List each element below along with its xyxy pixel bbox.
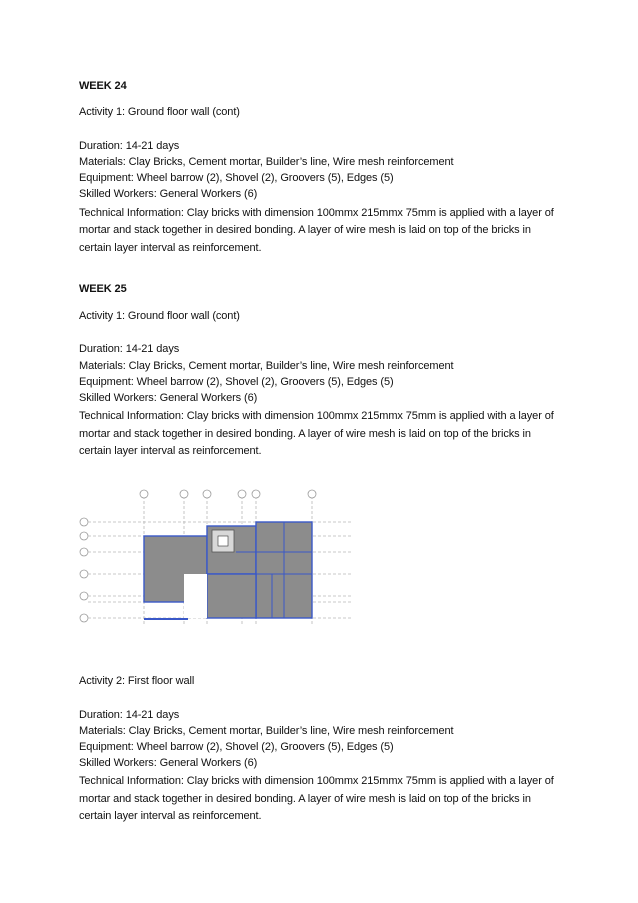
week-24-activity: Activity 1: Ground floor wall (cont) — [79, 106, 240, 118]
week-25-activity: Activity 1: Ground floor wall (cont) — [79, 310, 240, 322]
activity-2-technical-line-2: mortar and stack together in desired bonding. A layer of wire mesh is laid on top of the bricks in — [79, 793, 531, 805]
week-24-duration: Duration: 14-21 days — [79, 140, 180, 152]
activity-2-title: Activity 2: First floor wall — [79, 675, 195, 687]
week-25-technical-line-2: mortar and stack together in desired bonding. A layer of wire mesh is laid on top of the bricks in — [79, 428, 531, 440]
week-25-heading: WEEK 25 — [79, 283, 127, 295]
week-25-materials: Materials: Clay Bricks, Cement mortar, Builder’s line, Wire mesh reinforcement — [79, 360, 454, 372]
week-24-materials: Materials: Clay Bricks, Cement mortar, Builder’s line, Wire mesh reinforcement — [79, 156, 454, 168]
week-24-technical-line-1: Technical Information: Clay bricks with dimension 100mmx 215mmx 75mm is applied with a layer of — [79, 207, 554, 219]
week-25-technical-line-1: Technical Information: Clay bricks with dimension 100mmx 215mmx 75mm is applied with a layer of — [79, 410, 554, 422]
plan-lower-wall — [144, 618, 188, 620]
week-24-equipment: Equipment: Wheel barrow (2), Shovel (2), Groovers (5), Edges (5) — [79, 172, 394, 184]
plan-stair — [212, 530, 234, 552]
activity-2-technical-line-3: certain layer interval as reinforcement. — [79, 810, 262, 822]
activity-2-workers: Skilled Workers: General Workers (6) — [79, 757, 258, 769]
activity-2-equipment: Equipment: Wheel barrow (2), Shovel (2), Groovers (5), Edges (5) — [79, 741, 394, 753]
week-24-technical-line-2: mortar and stack together in desired bonding. A layer of wire mesh is laid on top of the bricks in — [79, 224, 531, 236]
plan-courtyard — [184, 574, 207, 618]
week-24-workers: Skilled Workers: General Workers (6) — [79, 188, 258, 200]
week-25-technical-line-3: certain layer interval as reinforcement. — [79, 445, 262, 457]
activity-2-technical-line-1: Technical Information: Clay bricks with dimension 100mmx 215mmx 75mm is applied with a layer of — [79, 775, 554, 787]
week-24-technical-line-3: certain layer interval as reinforcement. — [79, 242, 262, 254]
week-25-workers: Skilled Workers: General Workers (6) — [79, 392, 258, 404]
week-24-heading: WEEK 24 — [79, 80, 127, 92]
activity-2-duration: Duration: 14-21 days — [79, 709, 180, 721]
week-25-duration: Duration: 14-21 days — [79, 343, 180, 355]
activity-2-materials: Materials: Clay Bricks, Cement mortar, Builder’s line, Wire mesh reinforcement — [79, 725, 454, 737]
ground-floor-wall-plan — [76, 486, 352, 626]
week-25-equipment: Equipment: Wheel barrow (2), Shovel (2), Groovers (5), Edges (5) — [79, 376, 394, 388]
